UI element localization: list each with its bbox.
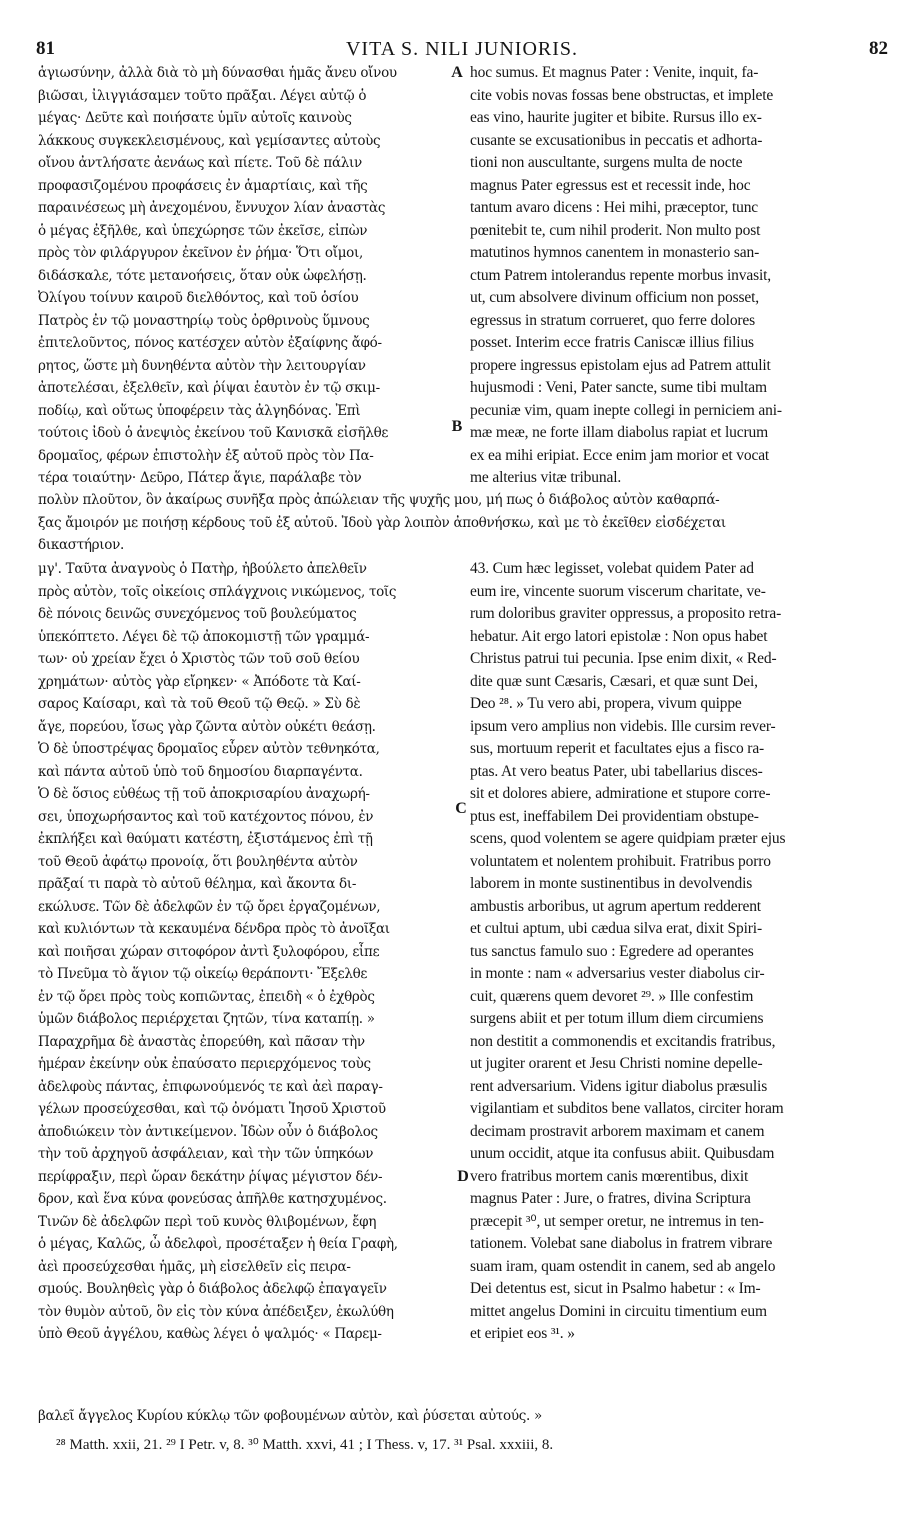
text-line: ἐπιτελοῦντος, πόνος κατέσχεν αὐτὸν ἐξαίφνης ἄφό-: [38, 335, 382, 351]
text-line: magnus Pater : Jure, o fratres, divina Scriptura: [470, 1190, 751, 1207]
text-line: ptus est, ineffabilem Dei providentiam obstupe-: [470, 807, 759, 825]
text-line: μγ'. Ταῦτα ἀναγνοὺς ὁ Πατὴρ, ἠβούλετο ἀπελθεῖν: [38, 561, 367, 577]
text-line: Ὁ δὲ ὑποστρέψας δρομαῖος εὗρεν αὐτὸν τεθνηκότα,: [38, 741, 380, 757]
text-line: ptas. At vero beatus Pater, ubi tabellarius disces-: [470, 762, 763, 780]
left-page-number: 81: [36, 38, 55, 59]
text-line: ποδίῳ, καὶ οὕτως ὑποφέρειν τὰς ἀλγηδόνας. Ἐπὶ: [38, 402, 361, 419]
text-line: ἀποτελέσαι, ἐξελθεῖν, καὶ ῥίψαι ἑαυτὸν ἐν τῷ σκιμ-: [38, 380, 380, 396]
text-line: unum occidit, atque ita confusus abiit. Quibusdam: [470, 1145, 775, 1162]
text-line: ἄγε, πορεύου, ἴσως γὰρ ζῶντα αὐτὸν οὐκέτι θεάσῃ.: [38, 718, 376, 735]
text-line: sus, mortuum reperit et facultates ejus a fisco ra-: [470, 740, 765, 757]
greek-closing-line: [38, 1405, 884, 1428]
text-line: propere ingressus epistolam ejus ad Patrem attulit: [470, 356, 771, 374]
text-line: mæ meæ, ne forte illam diabolus rapiat et lucrum: [470, 424, 768, 441]
text-line: surgens abiit et per totum illum diem circumiens: [470, 1010, 764, 1027]
text-line: παραινέσεως μὴ ἀνεχομένου, ἔννυχον λίαν ἀναστὰς: [38, 200, 386, 216]
text-line: ctum Patrem intolerandus repente morbus invasit,: [470, 266, 772, 284]
text-line: cusante se excusationibus in peccatis et adhorta-: [470, 131, 763, 149]
text-line: 43. Cum hæc legisset, volebat quidem Pater ad: [470, 560, 754, 577]
text-line: τὸν θυμὸν αὐτοῦ, ὃν εἰς τὸν κύνα ἀπέδειξεν, ἐκωλύθη: [38, 1303, 394, 1320]
text-line: προφασιζομένου προφάσεις ἐν ἁμαρτίαις, καὶ τῆς: [38, 177, 368, 194]
text-line: ὑπὸ Θεοῦ ἀγγέλου, καθὼς λέγει ὁ ψαλμός· « Παρεμ-: [38, 1326, 382, 1342]
text-line: posset. Interim ecce fratris Caniscæ illius filius: [470, 334, 754, 351]
text-line: δικαστήριον.: [38, 537, 125, 553]
text-line: τέρα τοιαύτην· Δεῦρο, Πάτερ ἅγιε, παράλαβε τὸν: [38, 470, 362, 486]
footnotes: ²⁸ Matth. xxii, 21. ²⁹ I Petr. v, 8. ³⁰ Matth. xxvi, 41 ; I Thess. v, 17. ³¹ Psal. xxxiii, 8.: [56, 1437, 554, 1453]
text-line: et cultui aptum, ubi cædua silva erat, dixit Spiri-: [470, 920, 762, 937]
margin-marker-c: C: [455, 800, 467, 817]
text-line: et eripiet eos ³¹. »: [470, 1325, 575, 1342]
text-line: vero fratribus mortem canis mœrentibus, dixit: [470, 1167, 749, 1185]
running-header: [36, 38, 888, 60]
text-line: pecuniæ vim, quam inepte collegi in perniciem ani-: [470, 401, 782, 419]
right-page-number: 82: [869, 38, 888, 59]
text-line: egressus in stratum corrueret, quo ferre dolores: [470, 311, 756, 329]
text-line: ἀποδιώκειν τὸν ἀντικείμενον. Ἰδὼν οὖν ὁ διάβολος: [38, 1123, 378, 1140]
text-line: mittet angelus Domini in circuitu timentium eum: [470, 1302, 767, 1320]
text-line: rum doloribus graviter oppressus, a proposito retra-: [470, 605, 782, 622]
text-line: ὑμῶν διάβολος περιέρχεται ζητῶν, τίνα καταπίῃ. »: [38, 1011, 375, 1027]
text-line: cuit, quærens quem devoret ²⁹. » Ille confestim: [470, 987, 754, 1005]
text-line: τούτοις ἰδοὺ ὁ ἀνεψιὸς ἐκείνου τοῦ Κανισκᾶ εἰσῆλθε: [38, 425, 389, 441]
text-line: ipsum vero amplius non videbis. Ille cursim rever-: [470, 717, 776, 735]
text-line: Τινῶν δὲ ἀδελφῶν περὶ τοῦ κυνὸς θλιβομένων, ἔφη: [38, 1213, 377, 1230]
text-line: ἐκπλήξει καὶ θαύματι κατέστη, ἐξιστάμενος ἐπὶ τῇ: [38, 831, 373, 847]
text-line: λάκκους συγκεκλεισμένους, καὶ γεμίσαντες αὐτοὺς: [38, 132, 381, 149]
text-line: ξας ἄμοιρόν με ποιήσῃ κέρδους τοῦ ἐξ αὐτοῦ. Ἰδοὺ γὰρ λοιπὸν ἀποθνήσκω, καὶ με τὸ ἐκεῖθεν εἰσδέχεται: [38, 514, 726, 531]
text-line: των· οὐ χρείαν ἔχει ὁ Χριστὸς τῶν τοῦ σοῦ θείου: [38, 651, 360, 667]
text-line: οἴνου ἀντλήσατε ἀενάως καὶ πίετε. Τοῦ δὲ πάλιν: [38, 155, 362, 171]
text-line: καὶ πάντα αὐτοῦ ὑπὸ τοῦ δημοσίου διαρπαγέντα.: [38, 763, 363, 780]
text-line: πολὺν πλοῦτον, ὃν ἀκαίρως συνῆξα πρὸς ἀπώλειαν τῆς ψυχῆς μου, μή πως ὁ διάβολος αὐτὸν καθαρπά-: [38, 492, 720, 508]
text-line: hoc sumus. Et magnus Pater : Venite, inquit, fa-: [470, 64, 759, 81]
margin-marker-b: B: [451, 418, 463, 435]
greek-full-width-passage: [38, 489, 884, 557]
text-line: hujusmodi : Veni, Pater sancte, sume tibi multam: [470, 379, 767, 396]
text-line: πρὸς αὐτὸν, τοῖς οἰκείοις σπλάγχνοις νικώμενος, τοῖς: [38, 583, 397, 600]
greek-column-lower: [38, 558, 458, 1346]
text-line: pœnitebit te, cum nihil proderit. Non multo post: [470, 221, 761, 239]
text-line: cite vobis novas fossas bene obstructas, et implete: [470, 86, 774, 104]
text-line: rent adversarium. Videns igitur diabolus præsulis: [470, 1077, 768, 1095]
text-line: βαλεῖ ἄγγελος Κυρίου κύκλῳ τῶν φοβουμένων αὐτὸν, καὶ ῥύσεται αὐτούς. »: [38, 1408, 542, 1424]
text-line: δὲ πόνοις δεινῶς συνεχόμενος τοῦ βουλεύματος: [38, 606, 357, 622]
text-line: δρον, καὶ ἕνα κύνα φονεύσας ἀπῆλθε κατησχυμένος.: [38, 1191, 387, 1207]
text-line: dite quæ sunt Cæsaris, Cæsari, et quæ sunt Dei,: [470, 672, 758, 690]
text-line: ἀεὶ προσεύχεσθαι ἡμᾶς, μὴ εἰσελθεῖν εἰς πειρα-: [38, 1258, 351, 1275]
text-line: καὶ κυλιόντων τὰ κεκαυμένα δένδρα πρὸς τὸ ἀνοῖξαι: [38, 921, 390, 937]
text-line: hebatur. Ait ergo latori epistolæ : Non opus habet: [470, 627, 768, 645]
text-line: ὁ μέγας ἐξῆλθε, καὶ ὑπεχώρησε τῶν ἐκεῖσε, εἰπὼν: [38, 222, 368, 239]
text-line: ut jugiter orarent et Jesu Christi nomine depelle-: [470, 1055, 763, 1072]
text-line: decimam prostravit arborem maximam et canem: [470, 1122, 765, 1140]
margin-marker-d: D: [457, 1168, 469, 1185]
text-line: non destitit a commonendis et excitandis fratribus,: [470, 1032, 776, 1050]
text-line: Christus patrui tui pecunia. Ipse enim dixit, « Red-: [470, 650, 777, 667]
text-line: ἁγιωσύνην, ἀλλὰ διὰ τὸ μὴ δύνασθαι ἡμᾶς ἄνευ οἴνου: [38, 65, 397, 81]
text-line: præcepit ³⁰, ut semper oretur, ne intremus in ten-: [470, 1212, 764, 1230]
text-line: Παραχρῆμα δὲ ἀναστὰς ἐπορεύθη, καὶ πᾶσαν τὴν: [38, 1033, 365, 1050]
text-line: τὸ Πνεῦμα τὸ ἅγιον τῷ οἰκείῳ θεράποντι· Ἔξελθε: [38, 966, 368, 982]
text-line: περίφραξιν, περὶ ὥραν δεκάτην ῥίψας μέγιστον δέν-: [38, 1168, 383, 1185]
text-line: σει, ὑποχωρήσαντος καὶ τοῦ κατέχοντος πόνου, ἐν: [38, 808, 374, 825]
text-line: me alterius vitæ tribunal.: [470, 469, 622, 486]
text-line: laborem in monte sustinentibus in devolvendis: [470, 875, 753, 892]
text-line: ἡμέραν ἐκείνην οὐκ ἐπαύσατο περιερχόμενος τοὺς: [38, 1056, 371, 1072]
text-line: εκώλυσε. Τῶν δὲ ἀδελφῶν ἐν τῷ ὄρει ἐργαζομένων,: [38, 898, 381, 915]
text-line: eas vino, haurite jugiter et bibite. Rursus illo ex-: [470, 109, 762, 126]
text-line: ex ea mihi eripiat. Ecce enim jam morior et vocat: [470, 446, 770, 464]
text-line: σαρος Καίσαρι, καὶ τὰ τοῦ Θεοῦ τῷ Θεῷ. » Σὺ δὲ: [38, 696, 361, 712]
text-line: χρημάτων· αὐτὸς γὰρ εἴρηκεν· « Ἀπόδοτε τὰ Καί-: [38, 673, 361, 690]
text-line: ὑπεκόπτετο. Λέγει δὲ τῷ ἀποκομιστῇ τῶν γραμμά-: [38, 628, 370, 645]
text-line: tationem. Volebat sane diabolus in fratrem vibrare: [470, 1235, 773, 1252]
text-line: ut, cum absolvere divinum officium non posset,: [470, 289, 759, 306]
text-line: τοῦ Θεοῦ ἀφάτῳ προνοίᾳ, ὅτι βουληθέντα αὐτὸν: [38, 853, 358, 870]
text-line: eum ire, vincente suorum viscerum charitate, ve-: [470, 582, 766, 600]
text-line: πρὸς τὸν φιλάργυρον ἐκεῖνον ἐν ῥήμα· Ὅτι οἴμοι,: [38, 245, 363, 261]
text-line: tantum avaro dicens : Hei mihi, præceptor, tunc: [470, 199, 759, 216]
text-line: τὴν τοῦ ἀρχηγοῦ ἀσφάλειαν, καὶ τὴν τῶν ὑπηκόων: [38, 1146, 374, 1162]
text-line: Deo ²⁸. » Tu vero abi, propera, vivum quippe: [470, 695, 742, 712]
text-line: δρομαῖος, φέρων ἐπιστολὴν ἐξ αὐτοῦ πρὸς τὸν Πα-: [38, 447, 374, 464]
text-line: Πατρὸς ἐν τῷ μοναστηρίῳ τοὺς ὀρθρινοὺς ὕμνους: [38, 312, 370, 329]
text-line: Ὀλίγου τοίνυν καιροῦ διελθόντος, καὶ τοῦ ὁσίου: [38, 290, 359, 306]
text-line: suam iram, quam ostendit in canem, sed ab angelo: [470, 1257, 776, 1275]
text-line: διδάσκαλε, τότε μετανοήσεις, ὅταν οὐκ ὠφελήσῃ.: [38, 267, 367, 284]
text-line: πρᾶξαί τι παρὰ τὸ αὐτοῦ θέλημα, καὶ ἄκοντα δι-: [38, 876, 357, 892]
text-line: vigilantiam et subditos bene vallatos, circiter horam: [470, 1100, 784, 1117]
latin-column-upper: [470, 62, 884, 490]
text-line: in monte : nam « adversarius vester diabolus cir-: [470, 965, 765, 982]
text-line: ἐν τῷ ὄρει πρὸς τοὺς κοπιῶντας, ἐπειδὴ « ὁ ἐχθρὸς: [38, 988, 375, 1005]
text-line: καὶ ποιῆσαι χώραν σιτοφόρον ἀντὶ ξυλοφόρου, εἶπε: [38, 943, 380, 960]
text-line: ὁ μέγας, Καλῶς, ὦ ἀδελφοὶ, προσέταξεν ἡ θεία Γραφὴ,: [38, 1236, 398, 1252]
greek-column-upper: [38, 62, 458, 490]
text-line: γέλων προσεύχεσθαι, καὶ τῷ ὀνόματι Ἰησοῦ Χριστοῦ: [38, 1101, 386, 1117]
text-line: ambustis arboribus, ut agrum apertum redderent: [470, 897, 761, 915]
text-line: Dei detentus est, sicut in Psalmo habetur : « Im-: [470, 1280, 761, 1297]
text-line: tus sanctus famulo suo : Egredere ad operantes: [470, 942, 754, 960]
text-line: ἀδελφοὺς πάντας, ἐπιφωνούμενός τε καὶ ἀεὶ παραγ-: [38, 1078, 383, 1095]
latin-column-lower: [470, 558, 884, 1346]
text-line: sit et dolores abiere, admiratione et stupore corre-: [470, 785, 771, 802]
text-line: scens, quod volentem se agere quidpiam præter ejus: [470, 830, 786, 847]
text-line: voluntatem et nolentem prohibuit. Fratribus porro: [470, 852, 771, 870]
text-line: matutinos hymnos canentem in monasterio san-: [470, 244, 760, 261]
text-line: μέγας· Δεῦτε καὶ ποιήσατε ὑμῖν αὐτοῖς καινοὺς: [38, 110, 352, 126]
text-line: βιῶσαι, ἰλιγγιάσαμεν τοῦτο πρᾶξαι. Λέγει αὐτῷ ὁ: [38, 87, 367, 104]
text-line: magnus Pater egressus est et recessit inde, hoc: [470, 176, 751, 194]
text-line: ρητος, ὥστε μὴ δυνηθέντα αὐτὸν τὴν λειτουργίαν: [38, 357, 366, 374]
text-line: tioni non auscultante, surgens multa de nocte: [470, 154, 743, 171]
margin-marker-a: A: [451, 64, 463, 81]
running-title: VITA S. NILI JUNIORIS.: [345, 38, 579, 60]
text-line: Ὁ δὲ ὅσιος εὐθέως τῇ τοῦ ἀποκρισαρίου ἀναχωρή-: [38, 786, 370, 802]
text-line: σμούς. Βουληθεὶς γὰρ ὁ διάβολος ἀδελφῷ ἐπαγαγεῖν: [38, 1281, 387, 1297]
